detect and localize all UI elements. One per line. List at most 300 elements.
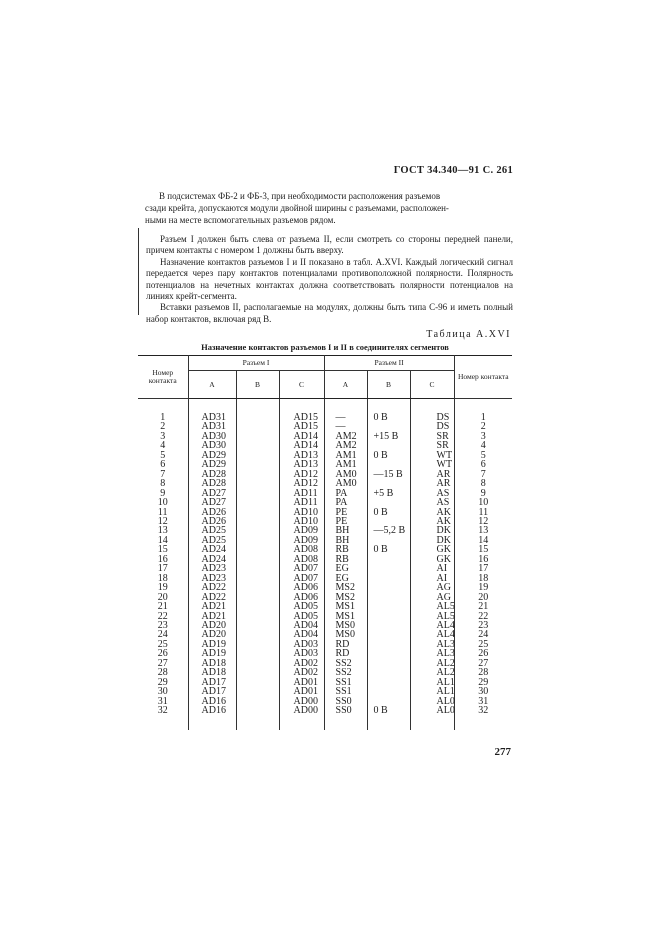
pin-number: 20 bbox=[157, 591, 168, 603]
table-row bbox=[138, 649, 512, 658]
pin-number-right: 7 bbox=[454, 470, 512, 479]
conn1-a-cell: AD24 bbox=[188, 555, 236, 564]
conn2-c-cell: AS bbox=[410, 489, 454, 498]
conn1-c-cell: AD03 bbox=[279, 649, 324, 658]
conn2-a-cell: AM1 bbox=[324, 451, 367, 460]
conn2-a-cell: PE bbox=[324, 517, 367, 526]
pin-number: 3 bbox=[160, 430, 166, 442]
pin-number: 5 bbox=[160, 449, 166, 461]
pin-number-right: 3 bbox=[454, 432, 512, 441]
conn1-c-cell: AD01 bbox=[279, 687, 324, 696]
header-contact-number-right: Номер контакта bbox=[454, 356, 512, 399]
conn2-a-cell: AM0 bbox=[324, 470, 367, 479]
header-col-c: С bbox=[410, 371, 454, 399]
conn2-c-cell: AR bbox=[410, 470, 454, 479]
intro-paragraph bbox=[145, 190, 511, 226]
conn1-c-cell: AD04 bbox=[279, 630, 324, 639]
conn1-a-cell: AD19 bbox=[188, 649, 236, 658]
conn2-b-cell: +5 В bbox=[367, 489, 410, 498]
conn1-a-cell: AD28 bbox=[188, 470, 236, 479]
conn2-b-cell bbox=[367, 659, 410, 668]
pin-number-right: 23 bbox=[454, 621, 512, 630]
pin-number: 22 bbox=[157, 610, 168, 622]
conn2-a-cell: RB bbox=[324, 545, 367, 554]
table-row bbox=[138, 489, 512, 498]
conn2-c-cell: AL1 bbox=[410, 678, 454, 687]
pin-number: 2 bbox=[160, 421, 166, 433]
conn1-a-cell: AD20 bbox=[188, 621, 236, 630]
table-row bbox=[138, 441, 512, 450]
conn1-a-cell: AD30 bbox=[188, 432, 236, 441]
table-row bbox=[138, 697, 512, 706]
conn1-b-cell bbox=[236, 489, 279, 498]
conn1-b-cell bbox=[236, 621, 279, 630]
conn2-b-cell bbox=[367, 602, 410, 611]
pin-number-right: 22 bbox=[454, 612, 512, 621]
conn1-a-cell: AD27 bbox=[188, 489, 236, 498]
pin-number-right: 28 bbox=[454, 668, 512, 677]
conn1-c-cell: AD06 bbox=[279, 593, 324, 602]
conn2-b-cell bbox=[367, 687, 410, 696]
conn1-a-cell: AD21 bbox=[188, 612, 236, 621]
conn2-a-cell: EG bbox=[324, 574, 367, 583]
conn2-c-cell: AG bbox=[410, 593, 454, 602]
conn1-c-cell: AD08 bbox=[279, 545, 324, 554]
pin-number: 21 bbox=[157, 601, 168, 613]
pin-number: 25 bbox=[157, 638, 168, 650]
table-row bbox=[138, 583, 512, 592]
table-row bbox=[138, 451, 512, 460]
conn1-a-cell: AD24 bbox=[188, 545, 236, 554]
header-col-a: А bbox=[324, 371, 367, 399]
conn2-a-cell: MS0 bbox=[324, 630, 367, 639]
table-row bbox=[138, 536, 512, 545]
conn1-c-cell: AD15 bbox=[279, 413, 324, 422]
conn2-a-cell: AM0 bbox=[324, 479, 367, 488]
pin-number: 16 bbox=[157, 553, 168, 565]
conn2-a-cell: SS1 bbox=[324, 687, 367, 696]
conn1-c-cell: AD13 bbox=[279, 451, 324, 460]
boxed-paragraph: Разъем I должен быть слева от разъема II, если смотреть со стороны передней панели, причем контакты с номером 1 должны быть вверху. bbox=[146, 234, 513, 256]
conn2-b-cell bbox=[367, 564, 410, 573]
conn1-c-cell: AD15 bbox=[279, 422, 324, 431]
conn1-c-cell: AD08 bbox=[279, 555, 324, 564]
pin-number-right: 18 bbox=[454, 574, 512, 583]
pin-number-right: 5 bbox=[454, 451, 512, 460]
table-label: Таблица А.XVI bbox=[426, 329, 511, 340]
conn1-b-cell bbox=[236, 630, 279, 639]
pin-number: 31 bbox=[157, 695, 168, 707]
conn2-a-cell: MS1 bbox=[324, 612, 367, 621]
table-row bbox=[138, 640, 512, 649]
pin-number: 11 bbox=[157, 506, 168, 518]
pin-assignment-table bbox=[138, 355, 512, 730]
conn1-b-cell bbox=[236, 545, 279, 554]
conn1-a-cell: AD16 bbox=[188, 697, 236, 706]
pin-number: 19 bbox=[157, 582, 168, 594]
table-row bbox=[138, 555, 512, 564]
header-col-b: В bbox=[367, 371, 410, 399]
conn2-c-cell: DK bbox=[410, 536, 454, 545]
pin-number: 32 bbox=[157, 705, 168, 717]
conn1-a-cell: AD25 bbox=[188, 526, 236, 535]
pin-number: 13 bbox=[157, 525, 168, 537]
pin-number-right: 9 bbox=[454, 489, 512, 498]
table-row bbox=[138, 706, 512, 715]
pin-number-right: 8 bbox=[454, 479, 512, 488]
pin-number: 12 bbox=[157, 515, 168, 527]
pin-number: 15 bbox=[157, 544, 168, 556]
pin-number: 29 bbox=[157, 676, 168, 688]
conn1-b-cell bbox=[236, 593, 279, 602]
conn1-c-cell: AD06 bbox=[279, 583, 324, 592]
conn2-b-cell: 0 В bbox=[367, 413, 410, 422]
conn2-c-cell: AL4 bbox=[410, 630, 454, 639]
conn2-a-cell: PE bbox=[324, 508, 367, 517]
conn2-b-cell bbox=[367, 668, 410, 677]
conn2-c-cell: AL1 bbox=[410, 687, 454, 696]
table-row bbox=[138, 460, 512, 469]
conn1-c-cell: AD07 bbox=[279, 564, 324, 573]
conn2-c-cell: AL2 bbox=[410, 668, 454, 677]
conn1-b-cell bbox=[236, 583, 279, 592]
header-col-b: В bbox=[236, 371, 279, 399]
pin-number: 24 bbox=[157, 629, 168, 641]
conn1-c-cell: AD02 bbox=[279, 659, 324, 668]
conn1-c-cell: AD11 bbox=[279, 498, 324, 507]
table-row bbox=[138, 564, 512, 573]
conn1-a-cell: AD31 bbox=[188, 422, 236, 431]
pin-number: 10 bbox=[157, 497, 168, 509]
conn1-b-cell bbox=[236, 422, 279, 431]
conn2-b-cell: —15 В bbox=[367, 470, 410, 479]
table-row bbox=[138, 668, 512, 677]
conn2-b-cell bbox=[367, 593, 410, 602]
table-row bbox=[138, 612, 512, 621]
conn1-c-cell: AD05 bbox=[279, 612, 324, 621]
pin-number: 8 bbox=[160, 478, 166, 490]
pin-number-right: 14 bbox=[454, 536, 512, 545]
header-col-c: С bbox=[279, 371, 324, 399]
conn2-a-cell: BH bbox=[324, 526, 367, 535]
conn1-c-cell: AD12 bbox=[279, 479, 324, 488]
conn1-a-cell: AD16 bbox=[188, 706, 236, 715]
pin-number-right: 19 bbox=[454, 583, 512, 592]
conn1-a-cell: AD18 bbox=[188, 668, 236, 677]
pin-number-right: 12 bbox=[454, 517, 512, 526]
conn1-b-cell bbox=[236, 706, 279, 715]
table-row bbox=[138, 602, 512, 611]
conn2-b-cell bbox=[367, 630, 410, 639]
conn2-c-cell: AL2 bbox=[410, 659, 454, 668]
pin-number: 6 bbox=[160, 459, 166, 471]
table-row bbox=[138, 526, 512, 535]
page-header: ГОСТ 34.340—91 С. 261 bbox=[393, 165, 513, 176]
conn1-a-cell: AD25 bbox=[188, 536, 236, 545]
conn2-c-cell: WT bbox=[410, 451, 454, 460]
conn2-c-cell: AL5 bbox=[410, 602, 454, 611]
conn2-a-cell: PA bbox=[324, 489, 367, 498]
conn1-c-cell: AD00 bbox=[279, 697, 324, 706]
conn2-c-cell: DS bbox=[410, 413, 454, 422]
conn2-b-cell bbox=[367, 555, 410, 564]
table-row bbox=[138, 479, 512, 488]
conn1-b-cell bbox=[236, 479, 279, 488]
conn1-a-cell: AD26 bbox=[188, 508, 236, 517]
conn1-a-cell: AD22 bbox=[188, 593, 236, 602]
conn2-c-cell: AS bbox=[410, 498, 454, 507]
pin-number: 28 bbox=[157, 667, 168, 679]
table-row bbox=[138, 545, 512, 554]
table-row bbox=[138, 470, 512, 479]
table-row bbox=[138, 413, 512, 422]
conn1-c-cell: AD09 bbox=[279, 526, 324, 535]
conn1-b-cell bbox=[236, 602, 279, 611]
table-row bbox=[138, 422, 512, 431]
header-connector-1: Разъем I bbox=[188, 356, 324, 371]
pin-number: 17 bbox=[157, 563, 168, 575]
pin-number: 27 bbox=[157, 657, 168, 669]
conn2-a-cell: PA bbox=[324, 498, 367, 507]
pin-number-right: 21 bbox=[454, 602, 512, 611]
conn2-b-cell: 0 В bbox=[367, 508, 410, 517]
conn1-a-cell: AD17 bbox=[188, 678, 236, 687]
conn2-a-cell: RD bbox=[324, 640, 367, 649]
conn1-a-cell: AD27 bbox=[188, 498, 236, 507]
conn1-b-cell bbox=[236, 612, 279, 621]
conn1-a-cell: AD21 bbox=[188, 602, 236, 611]
pin-number-right: 17 bbox=[454, 564, 512, 573]
conn1-b-cell bbox=[236, 649, 279, 658]
conn2-c-cell: AR bbox=[410, 479, 454, 488]
conn2-a-cell: BH bbox=[324, 536, 367, 545]
conn1-b-cell bbox=[236, 574, 279, 583]
intro-line: ными на месте вспомогательных разъемов рядом. bbox=[145, 215, 336, 225]
pin-number-right: 20 bbox=[454, 593, 512, 602]
conn1-a-cell: AD29 bbox=[188, 460, 236, 469]
conn2-c-cell: AL4 bbox=[410, 621, 454, 630]
pin-number-right: 26 bbox=[454, 649, 512, 658]
conn1-b-cell bbox=[236, 678, 279, 687]
conn1-b-cell bbox=[236, 498, 279, 507]
conn1-a-cell: AD23 bbox=[188, 564, 236, 573]
conn2-a-cell: MS1 bbox=[324, 602, 367, 611]
conn2-c-cell: AI bbox=[410, 564, 454, 573]
conn2-b-cell bbox=[367, 583, 410, 592]
conn1-a-cell: AD30 bbox=[188, 441, 236, 450]
pin-number: 18 bbox=[157, 572, 168, 584]
conn2-a-cell: SS0 bbox=[324, 697, 367, 706]
pin-table-body bbox=[138, 399, 512, 730]
conn1-b-cell bbox=[236, 470, 279, 479]
conn1-b-cell bbox=[236, 517, 279, 526]
conn2-a-cell: AM2 bbox=[324, 432, 367, 441]
conn2-c-cell: GK bbox=[410, 555, 454, 564]
conn2-c-cell: AK bbox=[410, 517, 454, 526]
conn1-c-cell: AD11 bbox=[279, 489, 324, 498]
pin-number-right: 24 bbox=[454, 630, 512, 639]
conn1-b-cell bbox=[236, 640, 279, 649]
conn2-a-cell: SS2 bbox=[324, 659, 367, 668]
conn1-c-cell: AD03 bbox=[279, 640, 324, 649]
conn1-c-cell: AD07 bbox=[279, 574, 324, 583]
conn2-a-cell: RB bbox=[324, 555, 367, 564]
pin-number-right: 10 bbox=[454, 498, 512, 507]
conn2-a-cell: — bbox=[324, 422, 367, 431]
pin-number: 1 bbox=[160, 412, 166, 423]
conn1-b-cell bbox=[236, 508, 279, 517]
pin-number-right: 32 bbox=[454, 706, 512, 715]
table-caption: Назначение контактов разъемов I и II в соединителях сегментов bbox=[201, 342, 449, 352]
conn2-b-cell: 0 В bbox=[367, 451, 410, 460]
table-row bbox=[138, 678, 512, 687]
conn1-a-cell: AD18 bbox=[188, 659, 236, 668]
table-row bbox=[138, 432, 512, 441]
table-row bbox=[138, 508, 512, 517]
conn1-a-cell: AD29 bbox=[188, 451, 236, 460]
pin-number: 7 bbox=[160, 468, 166, 480]
conn1-c-cell: AD13 bbox=[279, 460, 324, 469]
pin-number: 4 bbox=[160, 440, 166, 452]
conn1-b-cell bbox=[236, 659, 279, 668]
pin-number-right: 11 bbox=[454, 508, 512, 517]
conn2-c-cell: AL3 bbox=[410, 649, 454, 658]
pin-number-right: 4 bbox=[454, 441, 512, 450]
table-row bbox=[138, 621, 512, 630]
conn1-b-cell bbox=[236, 555, 279, 564]
conn2-c-cell: AL0 bbox=[410, 706, 454, 715]
boxed-paragraph: Вставки разъемов II, располагаемые на модулях, должны быть типа С-96 и иметь полный набор контактов, включая ряд В. bbox=[146, 302, 513, 324]
conn1-c-cell: AD10 bbox=[279, 508, 324, 517]
conn1-a-cell: AD19 bbox=[188, 640, 236, 649]
conn2-c-cell: AK bbox=[410, 508, 454, 517]
conn1-c-cell: AD04 bbox=[279, 621, 324, 630]
conn1-b-cell bbox=[236, 451, 279, 460]
conn2-b-cell bbox=[367, 649, 410, 658]
pin-number-right: 16 bbox=[454, 555, 512, 564]
conn2-c-cell: AL3 bbox=[410, 640, 454, 649]
conn1-a-cell: AD20 bbox=[188, 630, 236, 639]
pin-number-right: 31 bbox=[454, 697, 512, 706]
header-connector-2: Разъем II bbox=[324, 356, 454, 371]
intro-line: В подсистемах ФБ-2 и ФБ-3, при необходимости расположения разъемов bbox=[159, 191, 441, 201]
conn2-a-cell: SS1 bbox=[324, 678, 367, 687]
pin-number: 26 bbox=[157, 648, 168, 660]
conn2-b-cell bbox=[367, 640, 410, 649]
header-col-a: А bbox=[188, 371, 236, 399]
conn1-c-cell: AD01 bbox=[279, 678, 324, 687]
conn1-a-cell: AD17 bbox=[188, 687, 236, 696]
pin-number-right: 29 bbox=[454, 678, 512, 687]
conn2-c-cell: AL0 bbox=[410, 697, 454, 706]
conn2-a-cell: — bbox=[324, 413, 367, 422]
conn2-a-cell: SS2 bbox=[324, 668, 367, 677]
conn1-c-cell: AD12 bbox=[279, 470, 324, 479]
table-row bbox=[138, 630, 512, 639]
intro-line: сзади крейта, допускаются модули двойной ширины с разъемами, расположен- bbox=[145, 203, 449, 213]
table-row bbox=[138, 498, 512, 507]
conn2-a-cell: MS2 bbox=[324, 593, 367, 602]
pin-number-right: 13 bbox=[454, 526, 512, 535]
conn2-b-cell: +15 В bbox=[367, 432, 410, 441]
conn1-c-cell: AD05 bbox=[279, 602, 324, 611]
conn1-b-cell bbox=[236, 526, 279, 535]
conn1-b-cell bbox=[236, 668, 279, 677]
conn1-c-cell: AD10 bbox=[279, 517, 324, 526]
conn1-b-cell bbox=[236, 564, 279, 573]
conn1-b-cell bbox=[236, 460, 279, 469]
pin-number: 30 bbox=[157, 686, 168, 698]
conn2-b-cell: —5,2 В bbox=[367, 526, 410, 535]
pin-number-right: 30 bbox=[454, 687, 512, 696]
conn1-a-cell: AD28 bbox=[188, 479, 236, 488]
conn2-c-cell: DK bbox=[410, 526, 454, 535]
conn1-a-cell: AD31 bbox=[188, 413, 236, 422]
conn1-c-cell: AD02 bbox=[279, 668, 324, 677]
pin-number: 23 bbox=[157, 619, 168, 631]
conn2-b-cell: 0 В bbox=[367, 545, 410, 554]
pin-number-right: 25 bbox=[454, 640, 512, 649]
page-number: 277 bbox=[494, 746, 511, 758]
pin-number: 9 bbox=[160, 487, 166, 499]
conn2-c-cell: WT bbox=[410, 460, 454, 469]
table-row bbox=[138, 659, 512, 668]
pin-number: 14 bbox=[157, 534, 168, 546]
conn1-a-cell: AD26 bbox=[188, 517, 236, 526]
conn2-a-cell: AM1 bbox=[324, 460, 367, 469]
conn2-b-cell: 0 В bbox=[367, 706, 410, 715]
conn2-b-cell bbox=[367, 574, 410, 583]
conn1-c-cell: AD14 bbox=[279, 432, 324, 441]
conn1-a-cell: AD23 bbox=[188, 574, 236, 583]
header-contact-number: Номер контакта bbox=[138, 356, 188, 399]
conn1-b-cell bbox=[236, 432, 279, 441]
conn1-c-cell: AD09 bbox=[279, 536, 324, 545]
pin-number-right: 27 bbox=[454, 659, 512, 668]
conn2-a-cell: AM2 bbox=[324, 441, 367, 450]
conn2-b-cell bbox=[367, 621, 410, 630]
conn2-c-cell: DS bbox=[410, 422, 454, 431]
conn2-b-cell bbox=[367, 612, 410, 621]
conn2-b-cell bbox=[367, 678, 410, 687]
conn2-c-cell: AL5 bbox=[410, 612, 454, 621]
conn2-a-cell: EG bbox=[324, 564, 367, 573]
table-row bbox=[138, 574, 512, 583]
pin-number-right: 2 bbox=[454, 422, 512, 431]
conn2-c-cell: AG bbox=[410, 583, 454, 592]
pin-number-right: 1 bbox=[454, 413, 512, 422]
conn1-b-cell bbox=[236, 441, 279, 450]
conn2-c-cell: AI bbox=[410, 574, 454, 583]
conn1-b-cell bbox=[236, 413, 279, 422]
conn1-b-cell bbox=[236, 697, 279, 706]
conn2-a-cell: SS0 bbox=[324, 706, 367, 715]
conn2-a-cell: RD bbox=[324, 649, 367, 658]
boxed-section bbox=[138, 228, 513, 324]
conn1-c-cell: AD14 bbox=[279, 441, 324, 450]
conn2-c-cell: SR bbox=[410, 441, 454, 450]
table-row bbox=[138, 593, 512, 602]
boxed-paragraph: Назначение контактов разъемов I и II показано в табл. А.XVI. Каждый логический сигнал передается через пару контактов потенциалами противоположной полярности. Полярность потенциалов на нечетных контактах должна соответствовать полярности потенциалов на линиях крейт-сегмента. bbox=[146, 256, 513, 302]
conn2-a-cell: MS2 bbox=[324, 583, 367, 592]
conn1-b-cell bbox=[236, 536, 279, 545]
pin-number-right: 15 bbox=[454, 545, 512, 554]
conn2-a-cell: MS0 bbox=[324, 621, 367, 630]
conn1-a-cell: AD22 bbox=[188, 583, 236, 592]
table-row bbox=[138, 687, 512, 696]
conn1-b-cell bbox=[236, 687, 279, 696]
conn2-c-cell: GK bbox=[410, 545, 454, 554]
